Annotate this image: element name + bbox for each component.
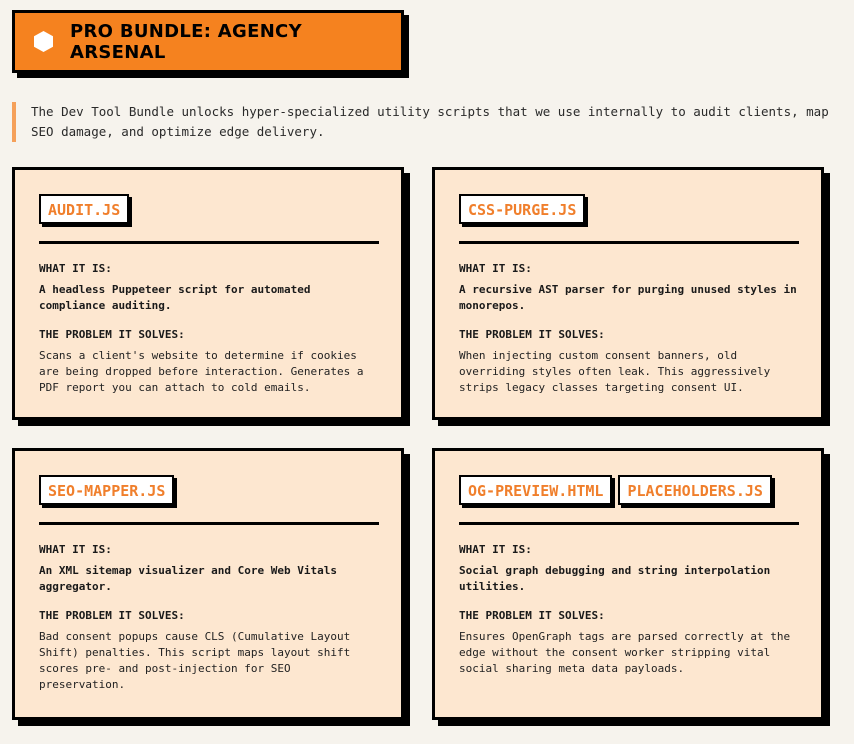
intro-description: The Dev Tool Bundle unlocks hyper-specialized utility scripts that we use internally to audit clients, map SEO damage, and optimize edge delivery. [12,102,832,142]
what-description: An XML sitemap visualizer and Core Web Vitals aggregator. [39,564,338,593]
what-description: A headless Puppeteer script for automated compliance auditing. [39,283,311,312]
hexagon-icon [34,31,53,52]
problem-description: Bad consent popups cause CLS (Cumulative Layout Shift) penalties. This script maps layout shift scores pre- and post-injection for SEO preservation. [39,630,351,691]
what-label: WHAT IT IS: [39,262,112,275]
divider [459,522,799,525]
problem-description: When injecting custom consent banners, old overriding styles often leak. This aggressively strips legacy classes targeting consent UI. [459,349,771,394]
divider [39,522,379,525]
file-tag-seo-mapper-js: SEO-MAPPER.JS [39,475,174,505]
problem-label: THE PROBLEM IT SOLVES: [459,328,605,341]
problem-description: Ensures OpenGraph tags are parsed correctly at the edge without the consent worker stripping vital social sharing meta data payloads. [459,630,791,675]
file-tag-og-preview-html: OG-PREVIEW.HTML [459,475,612,505]
tag-group [459,194,797,226]
tool-card-seo-mapper [12,448,404,720]
file-tag-audit-js: AUDIT.JS [39,194,129,224]
problem-label: THE PROBLEM IT SOLVES: [39,328,185,341]
tool-card-audit [12,167,404,420]
divider [39,241,379,244]
tag-group [39,475,377,507]
what-label: WHAT IT IS: [459,262,532,275]
file-tag-placeholders-js: PLACEHOLDERS.JS [618,475,771,505]
problem-label: THE PROBLEM IT SOLVES: [39,609,185,622]
what-description: A recursive AST parser for purging unused styles in monorepos. [459,283,797,312]
bundle-header [12,10,404,73]
what-label: WHAT IT IS: [459,543,532,556]
problem-description: Scans a client's website to determine if cookies are being dropped before interaction. Generates a PDF report you can attach to cold emails. [39,349,364,394]
what-description: Social graph debugging and string interpolation utilities. [459,564,771,593]
tag-group [39,194,377,226]
tag-group [459,475,797,507]
problem-label: THE PROBLEM IT SOLVES: [459,609,605,622]
tool-card-og-preview [432,448,824,720]
divider [459,241,799,244]
tool-card-css-purge [432,167,824,420]
file-tag-css-purge-js: CSS-PURGE.JS [459,194,585,224]
page-title: PRO BUNDLE: AGENCY ARSENAL [70,20,302,63]
what-label: WHAT IT IS: [39,543,112,556]
